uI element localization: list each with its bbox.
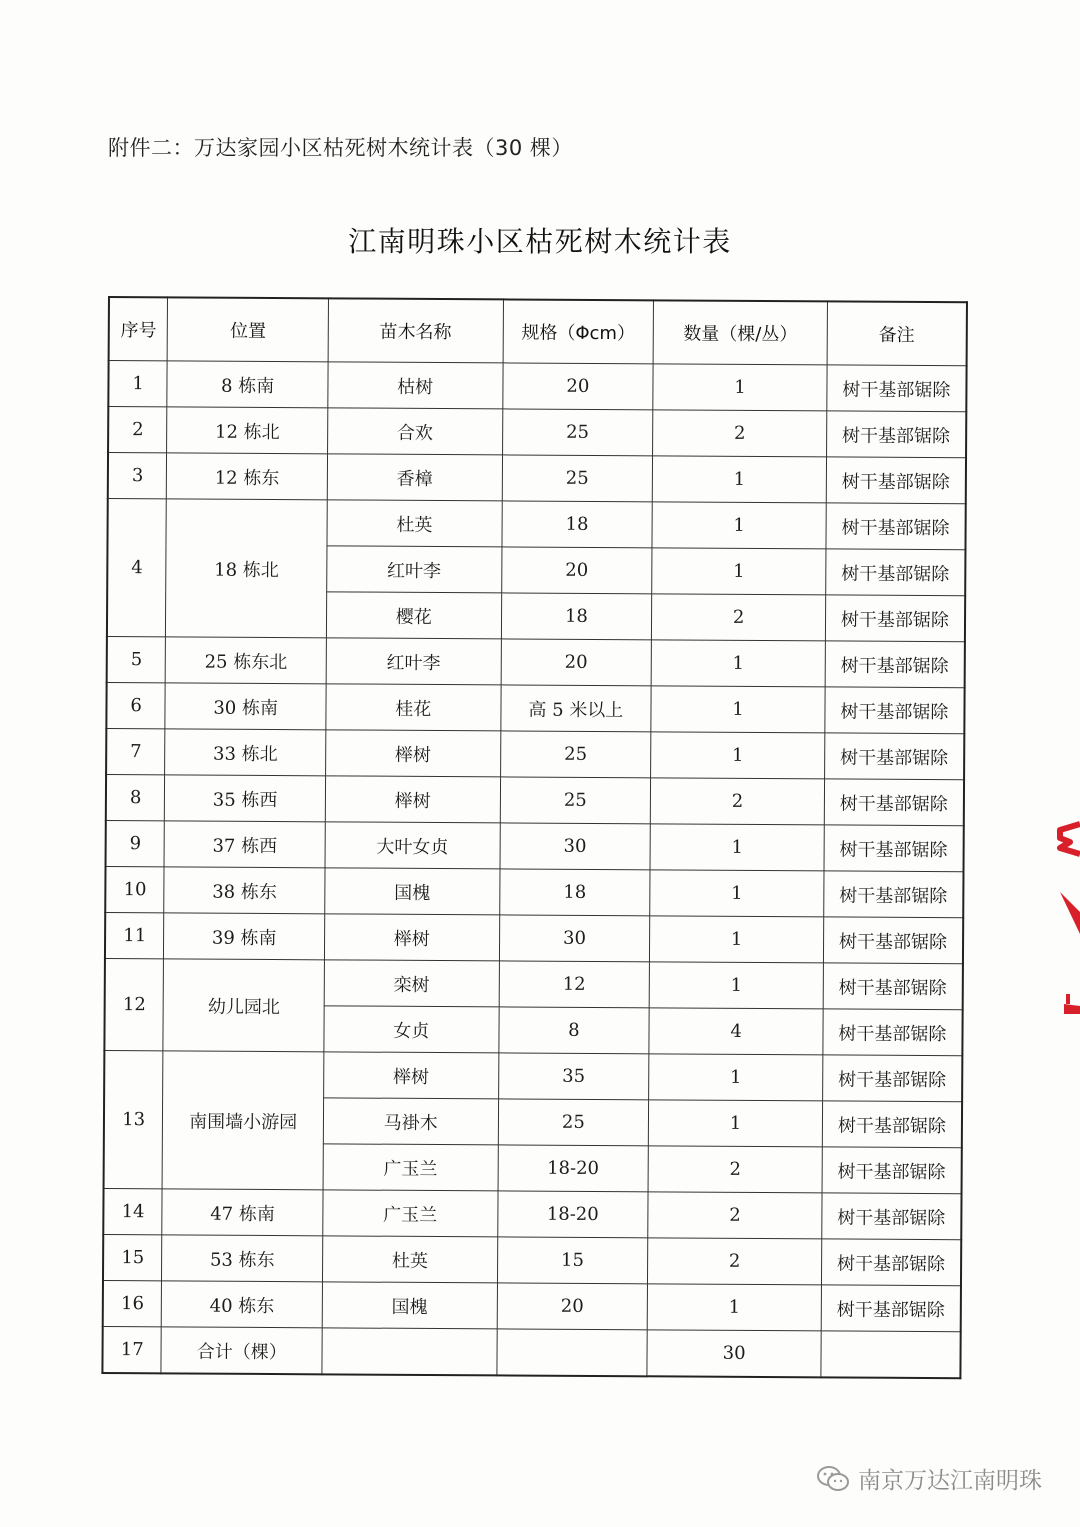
cell-note: 树干基部锯除 [825,687,965,734]
cell-spec: 25 [500,731,651,778]
cell-spec: 18 [499,869,650,916]
cell-qty: 4 [649,1008,823,1055]
seal-stroke [1064,1004,1080,1014]
cell-name: 合欢 [328,408,503,455]
header-note: 备注 [827,301,967,365]
table-row [103,1280,961,1331]
header-location: 位置 [167,297,328,361]
cell-spec: 18 [501,593,652,640]
cell-qty: 1 [650,824,824,871]
cell-note: 树干基部锯除 [827,365,967,412]
cell-location: 12 栋东 [167,453,328,500]
cell-note: 树干基部锯除 [826,411,966,458]
cell-location: 25 栋东北 [166,637,327,684]
watermark [816,1462,1042,1495]
cell-qty: 2 [648,1146,822,1193]
table-row [105,912,963,963]
table-row [106,682,964,733]
cell-note: 树干基部锯除 [826,503,966,550]
cell-name: 榉树 [326,730,501,777]
cell-spec: 25 [498,1099,649,1146]
cell-seq: 17 [102,1326,161,1373]
cell-spec: 20 [501,639,652,686]
cell-seq: 3 [108,453,167,499]
cell-note: 树干基部锯除 [824,779,964,826]
cell-note: 树干基部锯除 [822,1147,962,1194]
header-seq: 序号 [109,297,168,361]
cell-seq: 4 [107,499,167,637]
total-label: 合计（棵） [161,1327,322,1374]
cell-seq: 8 [106,774,165,820]
table-row [105,958,963,1009]
cell-note: 树干基部锯除 [822,1193,962,1240]
cell-name: 女贞 [324,1006,499,1053]
cell-name: 广玉兰 [323,1190,498,1237]
cell-qty: 2 [648,1192,822,1239]
cell-qty: 2 [653,410,827,457]
cell-name: 国槐 [322,1282,497,1329]
cell-location: 53 栋东 [162,1235,323,1282]
cell-note: 树干基部锯除 [824,733,964,780]
cell-name: 枯树 [328,362,503,409]
header-spec: 规格（Φcm） [503,299,654,363]
cell-location: 12 栋北 [167,407,328,454]
cell-qty: 1 [652,502,826,549]
cell-note: 树干基部锯除 [824,871,964,918]
cell-note: 树干基部锯除 [822,1101,962,1148]
cell-note: 树干基部锯除 [821,1239,961,1286]
cell-location: 18 栋北 [166,499,327,638]
cell-seq: 6 [106,682,165,728]
total-qty: 30 [647,1330,821,1378]
header-qty: 数量（棵/丛） [653,300,827,365]
cell-note: 树干基部锯除 [824,825,964,872]
cell-spec: 20 [501,547,652,594]
cell-note: 树干基部锯除 [826,549,966,596]
table-row [106,820,964,871]
cell-location: 8 栋南 [167,361,328,408]
table-row [104,1050,962,1101]
cell-name: 杜英 [323,1236,498,1283]
cell-qty: 2 [651,778,825,825]
cell-location: 37 栋西 [164,821,325,868]
cell-spec: 15 [497,1237,648,1284]
cell-qty: 1 [652,548,826,595]
cell-location: 35 栋西 [165,775,326,822]
table-row [107,636,965,687]
header-name: 苗木名称 [328,298,503,363]
cell-spec: 25 [502,455,653,502]
table-row [103,1234,961,1285]
cell-spec: 8 [498,1007,649,1054]
cell-note: 树干基部锯除 [825,641,965,688]
cell-seq: 2 [108,407,167,453]
cell-qty: 1 [651,686,825,733]
cell-seq: 10 [105,866,164,912]
cell-qty: 2 [652,594,826,641]
cell-seq: 14 [103,1188,162,1234]
cell-empty [322,1328,497,1376]
table-total-row [102,1326,960,1378]
table-row [108,361,966,412]
cell-qty: 1 [649,1100,823,1147]
cell-seq: 5 [107,636,166,682]
cell-name: 大叶女贞 [325,822,500,869]
cell-name: 栾树 [324,960,499,1007]
table-header-row [109,297,967,366]
cell-name: 国槐 [325,868,500,915]
cell-qty: 1 [650,870,824,917]
cell-qty: 1 [651,732,825,779]
cell-note: 树干基部锯除 [825,595,965,642]
cell-location: 幼儿园北 [163,959,324,1052]
cell-spec: 35 [498,1053,649,1100]
document-subtitle: 附件二：万达家园小区枯死树木统计表（30 棵） [108,136,573,160]
cell-empty [496,1329,647,1376]
cell-note: 树干基部锯除 [823,963,963,1010]
cell-qty: 2 [648,1238,822,1285]
cell-qty: 1 [651,640,825,687]
cell-name: 桂花 [326,684,501,731]
cell-spec: 25 [502,409,653,456]
cell-qty: 1 [649,1054,823,1101]
cell-seq: 13 [104,1050,164,1188]
cell-seq: 11 [105,912,164,958]
table-row [107,499,965,550]
cell-qty: 1 [653,364,827,411]
cell-spec: 25 [500,777,651,824]
cell-seq: 12 [104,958,163,1050]
cell-name: 香樟 [327,454,502,501]
seal-stroke [1060,824,1080,854]
table-row [108,407,966,458]
cell-note: 树干基部锯除 [822,1055,962,1102]
cell-seq: 15 [103,1234,162,1280]
cell-seq: 9 [106,820,165,866]
cell-note: 树干基部锯除 [823,917,963,964]
cell-location: 38 栋东 [164,867,325,914]
cell-name: 广玉兰 [323,1144,498,1191]
cell-spec: 30 [499,915,650,962]
cell-name: 榉树 [324,1052,499,1099]
cell-spec: 高 5 米以上 [500,685,651,732]
dead-trees-table [101,296,968,1379]
cell-note: 树干基部锯除 [826,457,966,504]
cell-spec: 12 [499,961,650,1008]
document-title: 江南明珠小区枯死树木统计表 [348,225,732,258]
seal-stamp-fragment [1054,808,1080,1038]
table-row [103,1188,961,1239]
cell-location: 39 栋南 [164,913,325,960]
cell-spec: 18 [501,501,652,548]
cell-note: 树干基部锯除 [823,1009,963,1056]
cell-location: 40 栋东 [162,1281,323,1328]
seal-stroke [1060,892,1080,934]
cell-note: 树干基部锯除 [821,1285,961,1332]
table-row [106,728,964,779]
table-row [105,866,963,917]
cell-seq: 16 [103,1280,162,1326]
cell-name: 杜英 [327,500,502,547]
table-row [108,453,966,504]
cell-spec: 18-20 [498,1145,649,1192]
cell-empty [821,1331,961,1378]
cell-location: 47 栋南 [162,1189,323,1236]
cell-name: 榉树 [324,914,499,961]
cell-seq: 1 [108,361,167,407]
cell-name: 马褂木 [323,1098,498,1145]
cell-name: 红叶李 [326,638,501,685]
cell-qty: 1 [647,1284,821,1331]
cell-spec: 20 [497,1283,648,1330]
cell-name: 红叶李 [327,546,502,593]
cell-location: 南围墙小游园 [162,1051,323,1190]
cell-seq: 7 [106,728,165,774]
cell-spec: 20 [502,363,653,410]
cell-location: 33 栋北 [165,729,326,776]
cell-spec: 30 [500,823,651,870]
cell-qty: 1 [649,962,823,1009]
cell-name: 榉树 [325,776,500,823]
cell-qty: 1 [650,916,824,963]
wechat-icon [816,1464,850,1494]
cell-qty: 1 [653,456,827,503]
watermark-text: 南京万达江南明珠 [858,1468,1042,1494]
table-row [106,774,964,825]
cell-location: 30 栋南 [165,683,326,730]
cell-name: 樱花 [326,592,501,639]
cell-spec: 18-20 [497,1191,648,1238]
